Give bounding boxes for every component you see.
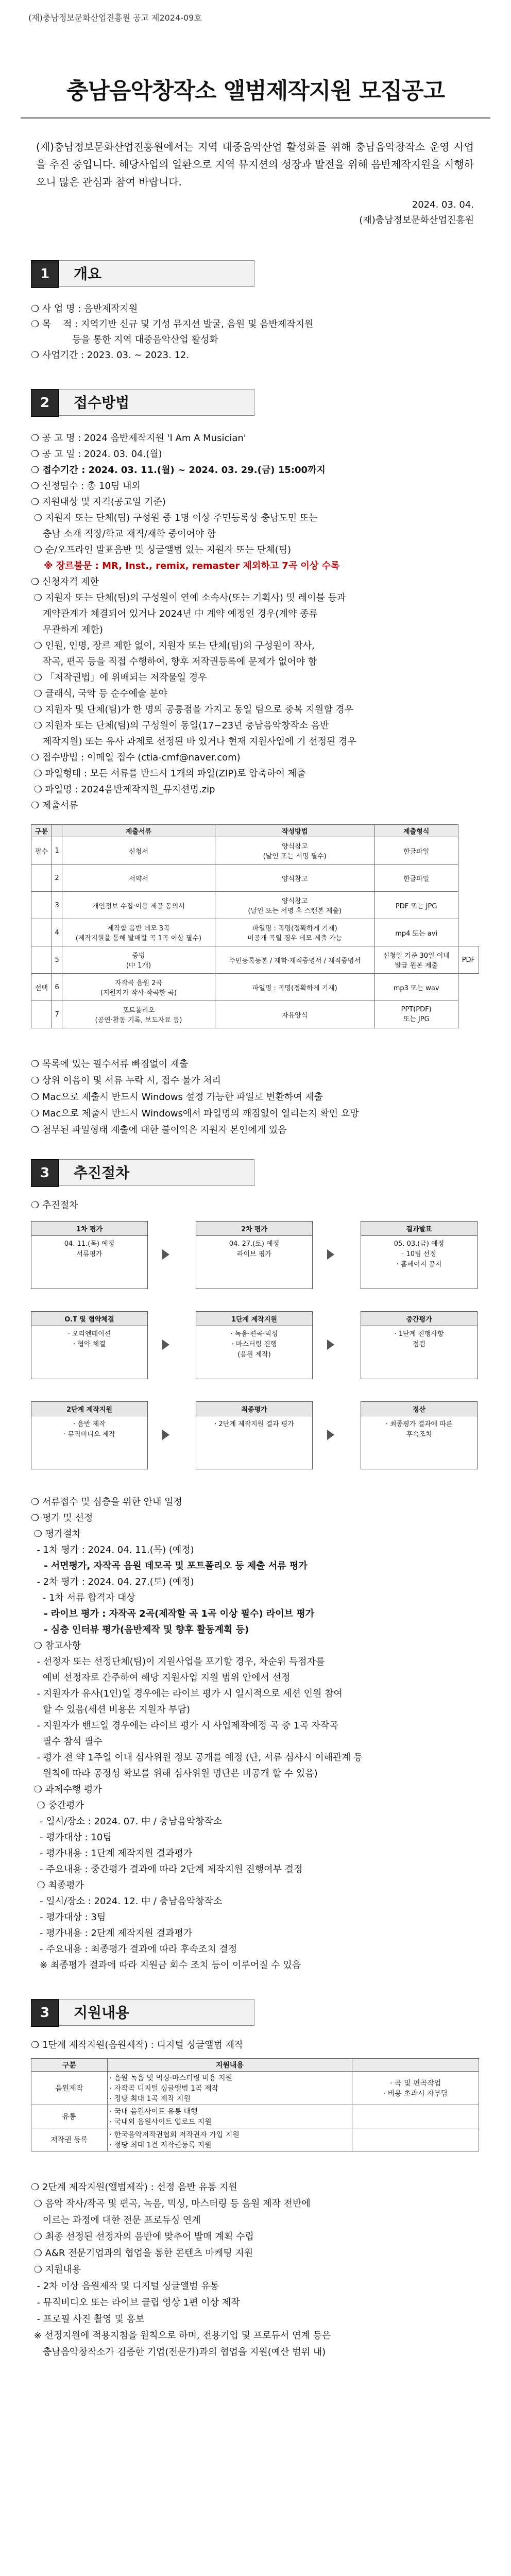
text-line: - 주요내용 : 최종평가 결과에 따라 후속조치 결정 <box>31 1944 237 1955</box>
table-cell: mp4 또는 avi <box>374 919 458 946</box>
table-header-cell: 구분 <box>31 825 52 837</box>
process-step-box <box>196 1311 313 1379</box>
process-step-box <box>361 1401 478 1469</box>
text-line: - 심층 인터뷰 평가(음반제작 및 향후 활동계획 등) <box>31 1624 249 1635</box>
table-cell: 2 <box>52 865 62 892</box>
process-subtitle: ❍ 추진절차 <box>31 1200 78 1211</box>
table-cell: 4 <box>52 919 62 946</box>
table-cell: 음원제작 <box>31 2072 108 2105</box>
text-line: - 평가내용 : 1단계 제작지원 결과평가 <box>31 1848 193 1859</box>
section-overview-body <box>31 301 484 363</box>
table-cell <box>352 2105 479 2128</box>
text-line: ❍ 첨부된 파일형태 제출에 대한 불이익은 지원자 본인에게 있음 <box>31 1125 287 1136</box>
table-cell: 양식참고 (날인 또는 서명 후 스캔본 제출) <box>215 892 374 919</box>
text-line: ❍ 음악 작사/작곡 및 편곡, 녹음, 믹싱, 마스터링 등 음원 제작 전반에 <box>31 2198 311 2209</box>
text-line: ❍ 중간평가 <box>31 1800 84 1811</box>
support-subtitle: ❍ 1단계 제작지원(음원제작) : 디지털 싱글앨범 제작 <box>31 2040 244 2050</box>
table-cell: 3 <box>52 892 62 919</box>
section-application-header <box>31 389 479 417</box>
table-cell: 필수 <box>31 837 52 865</box>
table-cell: 선택 <box>31 974 52 1001</box>
text-line: 할 수 있음(세션 비용은 지원자 부담) <box>31 1704 190 1715</box>
arrow-right-icon <box>162 1340 169 1350</box>
text-line: - 1차 평가 : 2024. 04. 11.(목) (예정) <box>31 1545 194 1555</box>
process-step-detail: · 녹음·편곡·믹싱 · 마스터링 진행 (음원 제작) <box>230 1330 278 1359</box>
text-line: ❍ 접수방법 : 이메일 접수 (ctia-cmf@naver.com) <box>31 752 241 763</box>
process-step-detail: · 오리엔테이션 · 협약 체결 <box>67 1330 111 1348</box>
text-line: ❍ 평가절차 <box>31 1529 81 1539</box>
table-cell <box>31 946 52 974</box>
text-line: ❍ 상위 이음이 및 서류 누락 시, 접수 불가 처리 <box>31 1075 221 1086</box>
announcement-number: (재)충남정보문화산업진흥원 공고 제2024-09호 <box>28 13 202 23</box>
text-line: ❍ 지원대상 및 자격(공고일 기준) <box>31 497 166 507</box>
arrow-right-icon <box>162 1249 169 1260</box>
text-line: ❍ 목 적 : 지역기반 신규 및 기성 뮤지션 발굴, 음원 및 음반제작지원 <box>31 319 314 330</box>
section-number: 3 <box>31 1999 59 2027</box>
text-line: ※ 선정지원에 적용지침을 원칙으로 하며, 전용기업 및 프로듀서 연계 등은 <box>31 2330 331 2341</box>
table-cell: 주민등록등본 / 재학·재직증명서 / 재직증명서 <box>215 946 374 974</box>
intro-paragraph: (재)충남정보문화산업진흥원에서는 지역 대중음악산업 활성화를 위해 충남음악창작소 운영 사업을 추진 중입니다. 해당사업의 일환으로 지역 뮤지션의 성장과 발전을 위해 음반제작지원을 시행하오니 많은 관심과 참여 바랍니다. <box>36 141 474 188</box>
submission-notes <box>31 1056 484 1139</box>
table-header-cell <box>352 2059 479 2072</box>
table-cell <box>31 1001 52 1028</box>
text-line: ❍ 지원자 또는 단체(팀)의 구성원이 연예 소속사(또는 기획사) 및 레이블 등과 <box>31 592 346 603</box>
section-title: 개요 <box>59 260 254 287</box>
table-header-cell: 제출서류 <box>62 825 215 837</box>
arrow-right-icon <box>327 1249 334 1260</box>
process-step-box <box>31 1221 148 1289</box>
text-line: ❍ 목록에 있는 필수서류 빠짐없이 제출 <box>31 1059 189 1070</box>
section-support-body <box>31 2179 484 2361</box>
table-cell: PPT(PDF) 또는 JPG <box>374 1001 458 1028</box>
support-table-wrap <box>31 2058 479 2151</box>
text-line: ❍ 인원, 인명, 장르 제한 없이, 지원자 또는 단체(팀)의 구성원이 작사, <box>31 640 315 651</box>
table-cell: 양식참고 <box>215 865 374 892</box>
table-cell <box>31 919 52 946</box>
process-step-detail: · 음반 제작 · 뮤직비디오 제작 <box>63 1420 115 1438</box>
table-cell <box>31 892 52 919</box>
process-step-title: O.T 및 협약체결 <box>31 1312 147 1326</box>
table-cell: 증빙 (中 1개) <box>62 946 215 974</box>
table-cell: 한글파일 <box>374 865 458 892</box>
text-line: ※ 장르불문 : MR, Inst., remix, remaster 제외하고 7곡 이상 수록 <box>31 561 340 571</box>
table-cell: · 국내 음원사이트 유통 대행 · 국내외 음원사이트 업로드 지원 <box>107 2105 352 2128</box>
table-row <box>31 2128 479 2151</box>
table-cell: 자작곡 음원 2곡 (지원자가 작사·작곡한 곡) <box>62 974 215 1001</box>
text-line: 이르는 과정에 대한 전문 프로듀싱 연계 <box>31 2215 201 2226</box>
process-step-title: 결과발표 <box>361 1222 477 1236</box>
process-step-title: 1차 평가 <box>31 1222 147 1236</box>
process-step-detail: · 1단계 진행사항 점검 <box>394 1330 444 1348</box>
organization-name: (재)충남정보문화산업진흥원 <box>359 215 474 226</box>
text-line: ❍ 사업기간 : 2023. 03. ~ 2023. 12. <box>31 350 190 361</box>
process-step-box <box>361 1221 478 1289</box>
process-step-detail: 05. 03.(금) 예정 · 10팀 선정 · 홈페이지 공지 <box>394 1240 445 1268</box>
process-step-detail: 04. 27.(토) 예정 라이브 평가 <box>229 1240 280 1258</box>
text-line: 무관하게 제한) <box>31 624 103 635</box>
table-cell: 포트폴리오 (공연·활동 기록, 보도자료 등) <box>62 1001 215 1028</box>
text-line: ❍ 최종 선정된 선정자의 음반에 맞추어 발매 계획 수립 <box>31 2231 254 2242</box>
text-line: - 지원자가 밴드일 경우에는 라이브 평가 시 사업제작예정 곡 중 1곡 자작곡 <box>31 1720 338 1731</box>
text-line: 필수 참석 필수 <box>31 1736 103 1747</box>
process-step-title: 중간평가 <box>361 1312 477 1326</box>
text-line: - 뮤직비디오 또는 라이브 클립 영상 1편 이상 제작 <box>31 2297 240 2308</box>
text-line: - 1차 서류 합격자 대상 <box>31 1592 135 1603</box>
process-flow-diagram <box>31 1221 479 1489</box>
title-divider <box>21 117 490 118</box>
section-support-header <box>31 1999 479 2027</box>
process-step-title: 2차 평가 <box>196 1222 312 1236</box>
text-line: - 주요내용 : 중간평가 결과에 따라 2단계 제작지원 진행여부 결정 <box>31 1864 303 1875</box>
table-cell: 한글파일 <box>374 837 458 865</box>
process-step-detail: 04. 11.(목) 예정 서류평가 <box>64 1240 115 1258</box>
table-cell: 신청일 기준 30일 이내 발급 원본 제출 <box>374 946 458 974</box>
text-line: ※ 최종평가 결과에 따라 지원금 회수 조치 등이 이루어질 수 있음 <box>31 1960 301 1971</box>
text-line: ❍ Mac으로 제출시 반드시 Windows 설정 가능한 파일로 변환하여 제출 <box>31 1092 323 1103</box>
text-line: - 평가 전 약 1주일 이내 심사위원 정보 공개를 예정 (단, 서류 심사시 이해관계 등 <box>31 1752 363 1763</box>
text-line: - 2차 평가 : 2024. 04. 27.(토) (예정) <box>31 1577 194 1587</box>
process-step-box <box>31 1311 148 1379</box>
text-line: - 지원자가 유사(1인)일 경우에는 라이브 평가 시 일시적으로 세션 인원 참여 <box>31 1688 343 1699</box>
text-line: - 평가내용 : 2단계 제작지원 결과평가 <box>31 1928 193 1939</box>
table-cell: · 음원 녹음 및 믹싱·마스터링 비용 지원 · 자작곡 디지털 싱글앨범 1곡 제작 · 정당 최대 1곡 제작 지원 <box>107 2072 352 2105</box>
table-header-cell: 제출형식 <box>374 825 458 837</box>
table-cell: PDF 또는 JPG <box>374 892 458 919</box>
table-cell: 7 <box>52 1001 62 1028</box>
arrow-right-icon <box>327 1430 334 1440</box>
text-line: ❍ 지원자 또는 단체(팀) 구성원 중 1명 이상 주민등록상 충남도민 또는 <box>31 513 318 523</box>
submission-documents-table <box>31 824 479 1028</box>
text-line: ❍ 순/오프라인 발표음반 및 싱글앨범 있는 지원자 또는 단체(팀) <box>31 545 292 555</box>
text-line: ❍ A&R 전문기업과의 협업을 통한 콘텐츠 마케팅 지원 <box>31 2248 253 2259</box>
text-line: ❍ 평가 및 선정 <box>31 1513 93 1523</box>
text-line: ❍ 지원내용 <box>31 2264 81 2275</box>
page-title: 충남음악창작소 앨범제작지원 모집공고 <box>66 78 445 104</box>
text-line: ❍ 신청자격 제한 <box>31 577 99 587</box>
table-cell <box>352 2128 479 2151</box>
text-line: ❍ 선정팀수 : 총 10팀 내외 <box>31 481 141 492</box>
arrow-right-icon <box>327 1340 334 1350</box>
process-step-detail: · 2단계 제작지원 결과 평가 <box>214 1420 294 1428</box>
text-line: 등을 통한 지역 대중음악산업 활성화 <box>31 334 218 345</box>
table-header-cell: 지원내용 <box>107 2059 352 2072</box>
section-application-body <box>31 430 484 814</box>
section-number: 2 <box>31 389 59 417</box>
text-line: ❍ 2단계 제작지원(앨범제작) : 선정 음반 유통 지원 <box>31 2182 237 2193</box>
table-cell: 양식참고 (날인 또는 서명 필수) <box>215 837 374 865</box>
text-line: ❍ 「저작권법」에 위배되는 저작물일 경우 <box>31 672 207 683</box>
table-row <box>31 2072 479 2105</box>
text-line: ❍ 공 고 일 : 2024. 03. 04.(월) <box>31 449 162 460</box>
text-line: - 선정자 또는 선정단체(팀)이 지원사업을 포기할 경우, 차순위 득점자를 <box>31 1656 325 1667</box>
process-step-box <box>196 1401 313 1469</box>
section-number: 3 <box>31 1159 59 1187</box>
table-cell: 제작할 음반 데모 3곡 (제작지원을 통해 발매할 곡 1곡 이상 필수) <box>62 919 215 946</box>
section-title: 지원내용 <box>59 1999 254 2026</box>
table-cell: 1 <box>52 837 62 865</box>
table-cell: · 곡 및 편곡작업 · 비용 초과시 자부담 <box>352 2072 479 2105</box>
text-line: 충남 소재 직장/학교 재직/재학 중이어야 함 <box>31 529 216 539</box>
process-step-title: 2단계 제작지원 <box>31 1402 147 1416</box>
text-line: 원칙에 따라 공정성 확보를 위해 심사위원 명단은 비공개 할 수 있음) <box>31 1768 318 1779</box>
table-header-cell <box>52 825 62 837</box>
text-line: ❍ 참고사항 <box>31 1640 81 1651</box>
support-table <box>31 2058 479 2151</box>
table-row <box>31 2105 479 2128</box>
text-line: ❍ 제출서류 <box>31 800 78 811</box>
text-line: - 라이브 평가 : 자작곡 2곡(제작할 곡 1곡 이상 필수) 라이브 평가 <box>31 1608 315 1619</box>
section-process-body <box>31 1494 484 1973</box>
table-row <box>31 892 479 919</box>
table-header-cell: 구분 <box>31 2059 108 2072</box>
text-line: - 일시/장소 : 2024. 07. 中 / 충남음악창작소 <box>31 1816 223 1827</box>
process-step-detail: · 최종평가 결과에 따른 후속조치 <box>385 1420 453 1438</box>
text-line: ❍ 파일형태 : 모든 서류를 반드시 1개의 파일(ZIP)로 압축하여 제출 <box>31 768 306 779</box>
text-line: - 일시/장소 : 2024. 12. 中 / 충남음악창작소 <box>31 1896 223 1907</box>
text-line: 제작지원) 또는 유사 과제로 선정된 바 있거나 현재 지원사업에 기 선정된 경우 <box>31 736 356 747</box>
section-process-header <box>31 1159 479 1187</box>
table-cell: 파일명 : 곡명(정확하게 기재) 미공개 곡일 경우 데모 제출 가능 <box>215 919 374 946</box>
table-cell: · 한국음악저작권협회 저작권자 가입 지원 · 정당 최대 1건 저작권등록 지원 <box>107 2128 352 2151</box>
table-row <box>31 974 479 1001</box>
text-line: ❍ 사 업 명 : 음반제작지원 <box>31 303 138 314</box>
table-row <box>31 946 479 974</box>
text-line: - 프로필 사진 촬영 및 홍보 <box>31 2314 145 2325</box>
text-line: ❍ 파일명 : 2024음반제작지원_뮤지션명.zip <box>31 784 215 795</box>
table-cell: 유통 <box>31 2105 108 2128</box>
section-number: 1 <box>31 260 59 288</box>
announcement-date-block <box>359 197 474 228</box>
table-cell: 개인정보 수집·이용 제공 동의서 <box>62 892 215 919</box>
table-cell: mp3 또는 wav <box>374 974 458 1001</box>
section-overview-header <box>31 260 479 288</box>
table-row <box>31 837 479 865</box>
text-line: ❍ 서류접수 및 심층을 위한 안내 일정 <box>31 1497 182 1507</box>
text-line: 충남음악창작소가 검증한 기업(전문가)과의 협업을 지원(예산 범위 내) <box>31 2347 326 2358</box>
table-row <box>31 865 479 892</box>
text-line: ❍ 클래식, 국악 등 순수예술 분야 <box>31 688 167 699</box>
text-line: 계약관계가 체결되어 있거나 2024년 中 계약 예정인 경우(계약 종류 <box>31 608 318 619</box>
text-line: ❍ 접수기간 : 2024. 03. 11.(월) ~ 2024. 03. 29.(금) 15:00까지 <box>31 465 326 476</box>
arrow-right-icon <box>162 1430 169 1440</box>
table-cell: 6 <box>52 974 62 1001</box>
section-title: 접수방법 <box>59 389 254 416</box>
process-step-box <box>196 1221 313 1289</box>
table-cell: 저작권 등록 <box>31 2128 108 2151</box>
table-cell: 파일명 : 곡명(정확하게 기재) <box>215 974 374 1001</box>
text-line: ❍ 최종평가 <box>31 1880 84 1891</box>
announcement-date: 2024. 03. 04. <box>412 199 474 210</box>
table-cell: 신청서 <box>62 837 215 865</box>
text-line: ❍ 과제수행 평가 <box>31 1784 102 1795</box>
process-step-title: 정산 <box>361 1402 477 1416</box>
text-line: ❍ 지원자 및 단체(팀)가 한 명의 공통점을 가지고 동일 팀으로 중복 지원할 경우 <box>31 704 354 715</box>
table-cell: PDF <box>458 946 479 974</box>
table-row <box>31 1001 479 1028</box>
table-cell <box>31 865 52 892</box>
text-line: - 2차 이상 음원제작 및 디지털 싱글앨범 유통 <box>31 2281 219 2292</box>
text-line: ❍ Mac으로 제출시 반드시 Windows에서 파일명의 깨짐없이 열리는지 확인 요망 <box>31 1108 359 1119</box>
table-cell: 자유양식 <box>215 1001 374 1028</box>
submission-documents-table-wrap <box>31 824 479 1028</box>
table-cell: 5 <box>52 946 62 974</box>
text-line: - 평가대상 : 10팀 <box>31 1832 112 1843</box>
process-step-box <box>31 1401 148 1469</box>
process-step-title: 최종평가 <box>196 1402 312 1416</box>
text-line: ❍ 공 고 명 : 2024 음반제작지원 'I Am A Musician' <box>31 433 246 444</box>
text-line: - 서면평가, 자작곡 음원 데모곡 및 포트폴리오 등 제출 서류 평가 <box>31 1561 308 1571</box>
table-header-cell: 작성방법 <box>215 825 374 837</box>
section-title: 추진절차 <box>59 1159 254 1186</box>
process-step-title: 1단계 제작지원 <box>196 1312 312 1326</box>
text-line: 예비 선정자로 간주하여 해당 지원사업 지원 범위 안에서 선정 <box>31 1672 291 1683</box>
text-line: - 평가대상 : 3팀 <box>31 1912 106 1923</box>
table-row <box>31 919 479 946</box>
process-step-box <box>361 1311 478 1379</box>
text-line: ❍ 지원자 또는 단체(팀)의 구성원이 동일(17~23년 충남음악창작소 음반 <box>31 720 329 731</box>
text-line: 작곡, 편곡 등을 직접 수행하여, 향후 저작권등록에 문제가 없어야 함 <box>31 656 317 667</box>
table-cell: 서약서 <box>62 865 215 892</box>
